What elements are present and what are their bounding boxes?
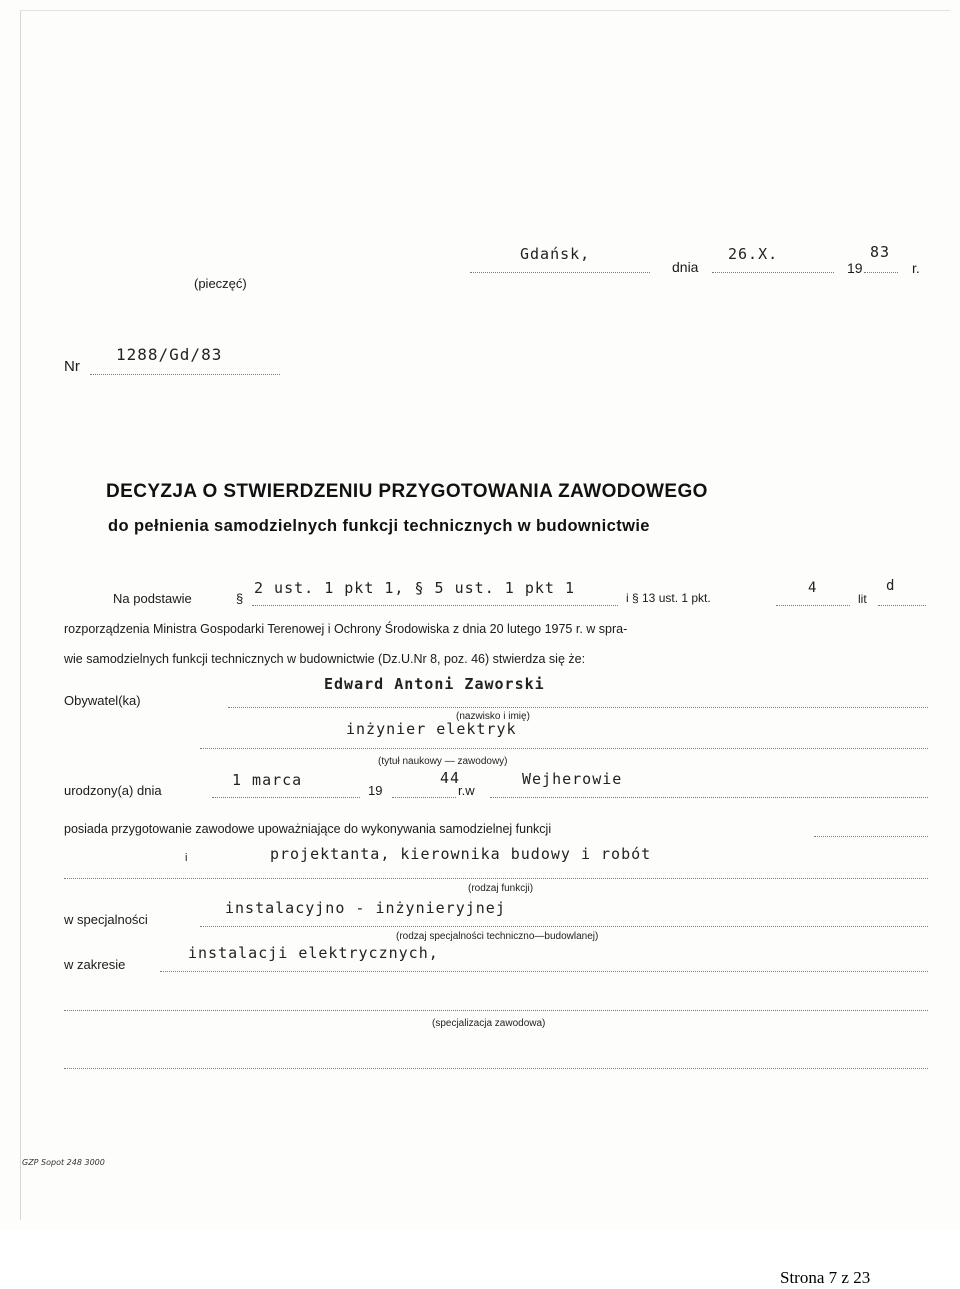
footer-middle: z (841, 1268, 849, 1287)
birth-date: 1 marca (232, 771, 303, 789)
number-value: 1288/Gd/83 (116, 345, 223, 364)
footer-page: 7 (828, 1268, 838, 1287)
basis-typed-text: 2 ust. 1 pkt 1, § 5 ust. 1 pkt 1 (254, 579, 575, 597)
specialty-label: w specjalności (64, 912, 148, 927)
citizen-title: inżynier elektryk (346, 720, 517, 738)
lit-value: d (886, 578, 896, 594)
birth-place: Wejherowie (522, 770, 623, 788)
basis-middle-text: i § 13 ust. 1 pkt. (626, 591, 711, 605)
basis-line-2: rozporządzenia Ministra Gospodarki Terenowej i Ochrony Środowiska z dnia 20 lutego 1975 r. w spra- (64, 622, 628, 636)
date-line (712, 272, 834, 273)
pkt-line (776, 605, 850, 606)
footer-prefix: Strona (780, 1268, 825, 1287)
document-subtitle: do pełnienia samodzielnych funkcji technicznych w budownictwie (108, 517, 650, 535)
r-label: r. (912, 260, 920, 276)
function-caption: (rodzaj funkcji) (468, 883, 534, 894)
citizen-name-line (228, 707, 928, 708)
document-title: DECYZJA O STWIERDZENIU PRZYGOTOWANIA ZAWODOWEGO (106, 481, 708, 502)
citizen-name-caption: (nazwisko i imię) (456, 711, 530, 722)
lit-label: lit (858, 592, 867, 606)
date-value: 26.X. (728, 245, 779, 263)
scan-edge-top (20, 10, 950, 11)
scope-line-2 (64, 1010, 928, 1011)
scope-value: instalacji elektrycznych, (188, 944, 439, 962)
year-prefix: 19 (847, 260, 863, 276)
scope-caption: (specjalizacja zawodowa) (432, 1018, 546, 1029)
print-code: GZP Sopot 248 3000 (22, 1158, 105, 1167)
footer-total: 23 (853, 1268, 871, 1287)
birth-year-suffix: 44 (440, 769, 461, 787)
scope-line-3 (64, 1068, 928, 1069)
number-line (90, 374, 280, 375)
citizen-label: Obywatel(ka) (64, 693, 141, 708)
birth-year-line (392, 797, 456, 798)
citizen-name: Edward Antoni Zaworski (324, 675, 545, 693)
dnia-label: dnia (672, 259, 699, 275)
function-connector: i (185, 852, 188, 864)
birth-year-prefix: 19 (368, 783, 383, 798)
number-label: Nr (64, 358, 80, 375)
specialty-value: instalacyjno - inżynieryjnej (225, 899, 506, 917)
place-value: Gdańsk, (520, 245, 591, 263)
scan-edge-left (20, 10, 21, 1220)
citizen-title-line (200, 748, 928, 749)
qualification-text: posiada przygotowanie zawodowe upoważniające do wykonywania samodzielnej funkcji (64, 822, 552, 836)
scope-label: w zakresie (64, 957, 126, 972)
function-value: projektanta, kierownika budowy i robót (270, 845, 652, 863)
scope-line (160, 971, 928, 972)
place-line (470, 272, 650, 273)
basis-line (252, 605, 618, 606)
lit-line (878, 605, 926, 606)
basis-line-3: wie samodzielnych funkcji technicznych w budownictwie (Dz.U.Nr 8, poz. 46) stwierdza się że: (64, 652, 586, 666)
birth-date-line (212, 797, 360, 798)
qualification-line (814, 836, 928, 837)
year-line (864, 272, 898, 273)
birth-rw-label: r.w (458, 783, 475, 798)
year-suffix: 83 (870, 243, 891, 261)
page-footer (780, 1268, 870, 1288)
stamp-label: (pieczęć) (194, 276, 247, 291)
basis-label: Na podstawie (113, 591, 192, 606)
birth-place-line (490, 797, 928, 798)
birth-label: urodzony(a) dnia (64, 783, 162, 798)
citizen-title-caption: (tytuł naukowy — zawodowy) (378, 756, 508, 767)
section-sign: § (236, 591, 244, 606)
function-line (64, 878, 928, 879)
specialty-line (200, 926, 928, 927)
pkt-value: 4 (808, 580, 818, 596)
specialty-caption: (rodzaj specjalności techniczno—budowlanej) (396, 931, 599, 942)
